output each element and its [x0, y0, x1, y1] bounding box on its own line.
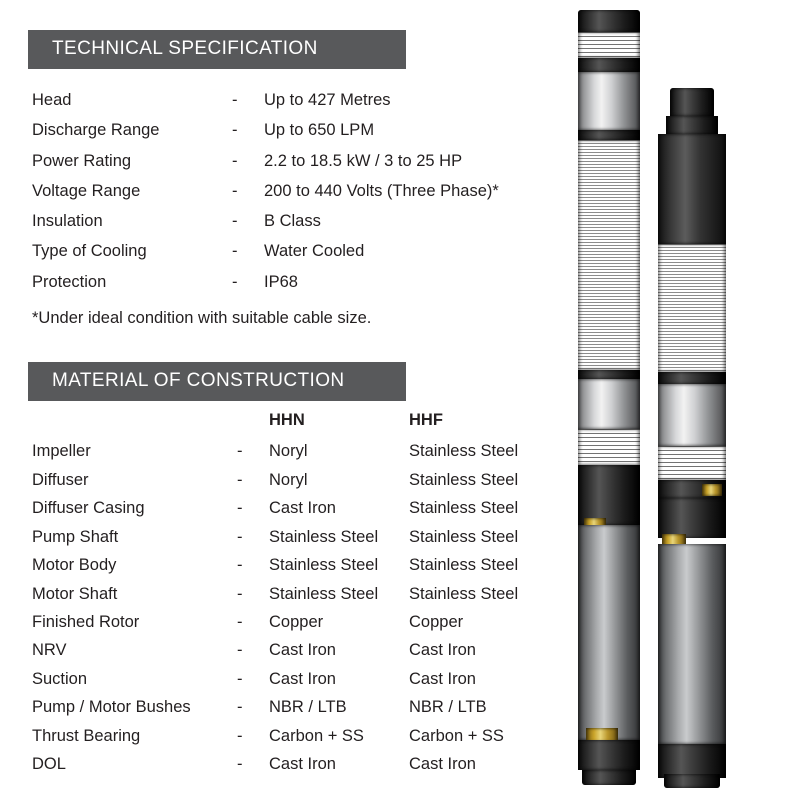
motor-body: [578, 525, 640, 740]
moc-hhf-value: Stainless Steel: [409, 499, 519, 518]
table-row: [28, 85, 499, 115]
spec-value: Up to 427 Metres: [264, 91, 391, 109]
table-row: [28, 267, 499, 297]
moc-label: Pump Shaft: [32, 527, 119, 546]
table-row: [28, 236, 499, 266]
moc-hhn-value: Cast Iron: [269, 669, 336, 688]
table-row: [28, 176, 499, 206]
table-row: [28, 206, 499, 236]
moc-dash: -: [237, 698, 243, 717]
pump-upper-body: [658, 134, 726, 244]
pump-suction-section: [578, 379, 640, 429]
table-row: [28, 722, 518, 750]
moc-dash: -: [237, 499, 243, 518]
pump-delivery-head: [666, 116, 718, 134]
table-row: [28, 580, 518, 608]
moc-hhf-value: Stainless Steel: [409, 527, 519, 546]
moc-hhn-value: Stainless Steel: [269, 527, 379, 546]
spec-value: B Class: [264, 212, 321, 231]
moc-dash: -: [237, 556, 243, 575]
table-row: [28, 608, 518, 636]
submersible-pump-hhf-image: [658, 88, 726, 788]
moc-col-hhf-header: HHF: [409, 411, 443, 430]
moc-col-hhn-header: HHN: [269, 411, 305, 430]
moc-hhn-value: Carbon + SS: [269, 726, 364, 745]
pump-band: [578, 370, 640, 379]
spec-dash: -: [232, 91, 238, 109]
moc-hhf-value: Stainless Steel: [409, 556, 519, 575]
product-images: [560, 0, 800, 800]
moc-hhf-value: Stainless Steel: [409, 442, 519, 461]
table-row: [28, 523, 518, 551]
moc-hhn-value: Stainless Steel: [269, 584, 379, 603]
pump-collar: [578, 58, 640, 72]
spec-value: Up to 650 LPM: [264, 121, 375, 140]
moc-label: Pump / Motor Bushes: [32, 698, 191, 717]
moc-hhn-value: NBR / LTB: [269, 698, 347, 717]
pump-stage-stack: [578, 140, 640, 370]
moc-label: DOL: [32, 755, 66, 774]
spec-dash: -: [232, 272, 238, 291]
table-row: [28, 637, 518, 665]
table-header-row: [28, 407, 518, 438]
spec-dash: -: [232, 242, 238, 261]
moc-dash: -: [237, 612, 243, 631]
table-row: [28, 466, 518, 494]
moc-dash: -: [237, 641, 243, 660]
moc-label: Suction: [32, 669, 88, 688]
spec-label: Power Rating: [32, 151, 132, 170]
table-row: [28, 495, 518, 523]
moc-dash: -: [237, 470, 243, 489]
moc-dash: -: [237, 726, 243, 745]
spec-dash: -: [232, 181, 238, 200]
material-of-construction-table: [28, 407, 518, 779]
spec-label: Type of Cooling: [32, 242, 147, 261]
material-of-construction-block: [0, 362, 565, 779]
moc-hhf-value: Cast Iron: [409, 641, 476, 660]
moc-hhf-value: Carbon + SS: [409, 726, 504, 745]
moc-label: NRV: [32, 641, 67, 660]
moc-label: Motor Shaft: [32, 584, 118, 603]
table-row: [28, 552, 518, 580]
moc-label: Diffuser: [32, 470, 89, 489]
table-row: [28, 751, 518, 779]
moc-col-dash-header: [237, 407, 269, 438]
motor-nameplate: [702, 484, 722, 496]
material-of-construction-header: MATERIAL OF CONSTRUCTION: [28, 362, 406, 401]
motor-coupling: [658, 498, 726, 538]
moc-hhf-value: Cast Iron: [409, 755, 476, 774]
motor-body: [658, 544, 726, 744]
moc-dash: -: [237, 527, 243, 546]
moc-hhf-value: Stainless Steel: [409, 470, 519, 489]
table-row: [28, 665, 518, 693]
moc-col-label-header: [28, 407, 237, 438]
moc-hhf-value: Copper: [409, 612, 464, 631]
spec-dash: -: [232, 212, 238, 231]
spec-label: Discharge Range: [32, 121, 160, 140]
motor-foot: [582, 770, 636, 785]
table-row: [28, 115, 499, 145]
spec-dash: -: [232, 121, 238, 140]
technical-specification-table: [28, 85, 499, 297]
submersible-pump-hhn-image: [578, 10, 640, 785]
motor-base: [658, 744, 726, 778]
moc-hhn-value: Cast Iron: [269, 499, 336, 518]
moc-hhn-value: Noryl: [269, 442, 308, 461]
spec-label: Protection: [32, 272, 107, 291]
moc-label: Motor Body: [32, 556, 117, 575]
spec-label: Head: [32, 91, 72, 109]
pump-suction-strainer: [658, 446, 726, 480]
moc-hhn-value: Cast Iron: [269, 641, 336, 660]
moc-hhn-value: Copper: [269, 612, 324, 631]
technical-specification-header: TECHNICAL SPECIFICATION: [28, 30, 406, 69]
moc-label: Thrust Bearing: [32, 726, 141, 745]
spec-value: 200 to 440 Volts (Three Phase)*: [264, 181, 499, 200]
pump-top-cap: [578, 10, 640, 32]
spec-label: Insulation: [32, 212, 103, 231]
table-row: [28, 694, 518, 722]
motor-coupling: [578, 465, 640, 525]
technical-specification-footnote: *Under ideal condition with suitable cable size.: [32, 308, 372, 327]
pump-suction-strainer: [578, 429, 640, 465]
moc-hhf-value: NBR / LTB: [409, 698, 487, 717]
pump-delivery-head: [578, 32, 640, 58]
pump-band: [658, 372, 726, 384]
moc-hhn-value: Cast Iron: [269, 755, 336, 774]
moc-label: Impeller: [32, 442, 91, 461]
spec-value: Water Cooled: [264, 242, 365, 261]
table-row: [28, 146, 499, 176]
spec-dash: -: [232, 151, 238, 170]
motor-foot: [664, 774, 720, 788]
spec-value: 2.2 to 18.5 kW / 3 to 25 HP: [264, 151, 463, 170]
moc-dash: -: [237, 669, 243, 688]
table-row: [28, 438, 518, 466]
motor-base: [578, 740, 640, 770]
moc-hhf-value: Stainless Steel: [409, 584, 519, 603]
moc-hhf-value: Cast Iron: [409, 669, 476, 688]
pump-stage-stack: [658, 244, 726, 372]
pump-top-cap: [670, 88, 714, 116]
pump-band: [578, 130, 640, 140]
moc-hhn-value: Stainless Steel: [269, 556, 379, 575]
moc-label: Finished Rotor: [32, 612, 140, 631]
spec-value: IP68: [264, 272, 298, 291]
moc-dash: -: [237, 755, 243, 774]
pump-suction-section: [658, 384, 726, 446]
spec-label: Voltage Range: [32, 181, 141, 200]
moc-dash: -: [237, 442, 243, 461]
moc-dash: -: [237, 584, 243, 603]
pump-upper-body: [578, 72, 640, 130]
moc-hhn-value: Noryl: [269, 470, 308, 489]
moc-label: Diffuser Casing: [32, 499, 145, 518]
